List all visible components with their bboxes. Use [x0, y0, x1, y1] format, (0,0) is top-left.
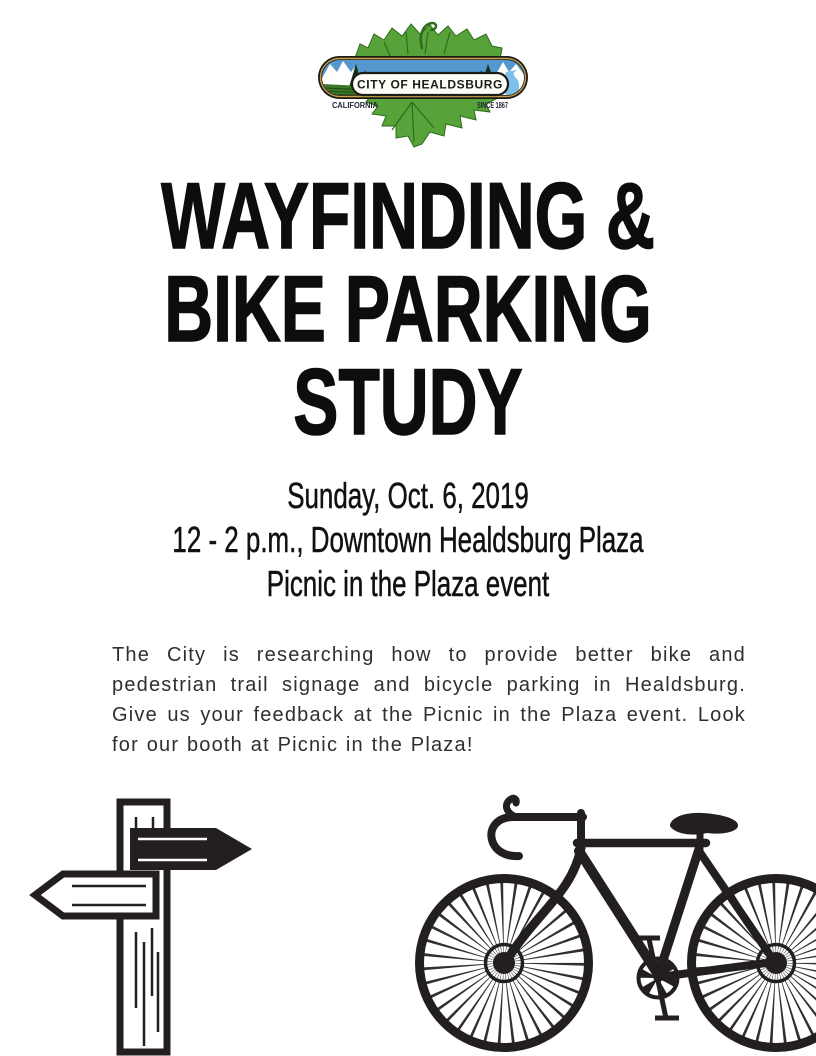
saddle — [670, 813, 738, 835]
description-paragraph: The City is researching how to provide better bike and pedestrian trail signage and bicycle parking in Healdsburg. Give us your feedback at the Picnic in the Plaza event. Look for our booth at Picnic in the Plaza! — [112, 644, 746, 756]
city-of-healdsburg-logo-icon — [310, 14, 536, 150]
bicycle-icon — [420, 798, 816, 1047]
event-time-location: 12 - 2 p.m., Downtown Healdsburg Plaza — [172, 519, 644, 560]
title-line-1: WAYFINDING & — [161, 163, 655, 268]
right-arrow-sign — [130, 828, 252, 870]
event-details — [0, 474, 816, 606]
title-line-3: STUDY — [293, 349, 523, 454]
title-line-2: BIKE PARKING — [164, 256, 652, 361]
event-name: Picnic in the Plaza event — [266, 563, 550, 604]
handlebar — [491, 798, 583, 856]
event-date: Sunday, Oct. 6, 2019 — [287, 475, 529, 516]
logo-badge — [318, 56, 528, 99]
logo-caption-california: CALIFORNIA — [332, 101, 379, 110]
logo-caption-since: SINCE 1867 — [477, 101, 509, 110]
page-title — [0, 163, 816, 454]
signpost-icon — [35, 802, 252, 1052]
footer-artwork — [0, 780, 816, 1056]
left-arrow-sign — [35, 874, 156, 916]
badge-text: CITY OF HEALDSBURG — [357, 77, 503, 92]
